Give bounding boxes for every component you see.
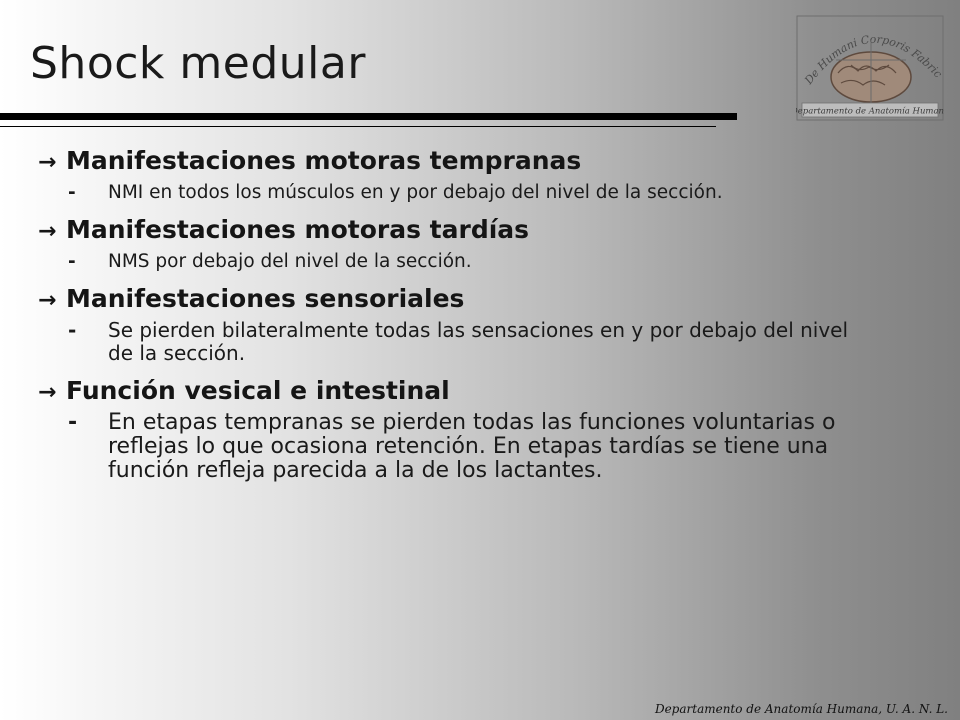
brain-logo-icon [796,15,944,121]
slide-title: Shock medular [30,38,366,89]
section-motoras-tempranas [38,143,918,204]
right-arrow-icon: → [38,150,57,175]
section-point-text: En etapas tempranas se pierden todas las funciones voluntarias o reflejas lo que ocasiona retención. En etapas tardías se tiene una función refleja parecida a la de los lactantes. [108,410,836,483]
section-point [68,411,918,483]
section-heading-text: Manifestaciones motoras tardías [66,215,530,244]
slide-footer: Departamento de Anatomía Humana, U. A. N. L. [654,702,948,716]
section-heading-text: Función vesical e intestinal [66,376,450,405]
section-motoras-tardias [38,212,918,273]
section-heading [38,281,918,319]
right-arrow-icon: → [38,288,57,313]
section-vesical-intestinal [38,373,918,483]
section-heading [38,373,918,411]
dash-icon: - [68,318,77,342]
section-point-text: Se pierden bilateralmente todas las sensaciones en y por debajo del nivel de la sección. [108,318,849,365]
section-point [68,181,918,204]
section-sensoriales [38,281,918,365]
section-point-text: NMI en todos los músculos en y por debajo del nivel de la sección. [108,182,723,203]
section-point [68,250,918,273]
title-rule-thick [0,113,737,120]
section-heading [38,143,918,181]
dash-icon: - [68,410,78,435]
dash-icon: - [68,251,76,272]
title-rule-thin [0,126,716,127]
section-heading-text: Manifestaciones motoras tempranas [66,146,582,175]
section-point [68,319,918,365]
logo-arc-text: De Humani Corporis Fabric [802,32,944,87]
section-point-text: NMS por debajo del nivel de la sección. [108,251,472,272]
dash-icon: - [68,182,76,203]
department-logo [796,15,944,121]
right-arrow-icon: → [38,380,57,405]
section-heading-text: Manifestaciones sensoriales [66,284,465,313]
right-arrow-icon: → [38,219,57,244]
slide-content [38,143,918,491]
section-heading [38,212,918,250]
logo-banner-text: Departamento de Anatomía Humana [796,106,944,117]
